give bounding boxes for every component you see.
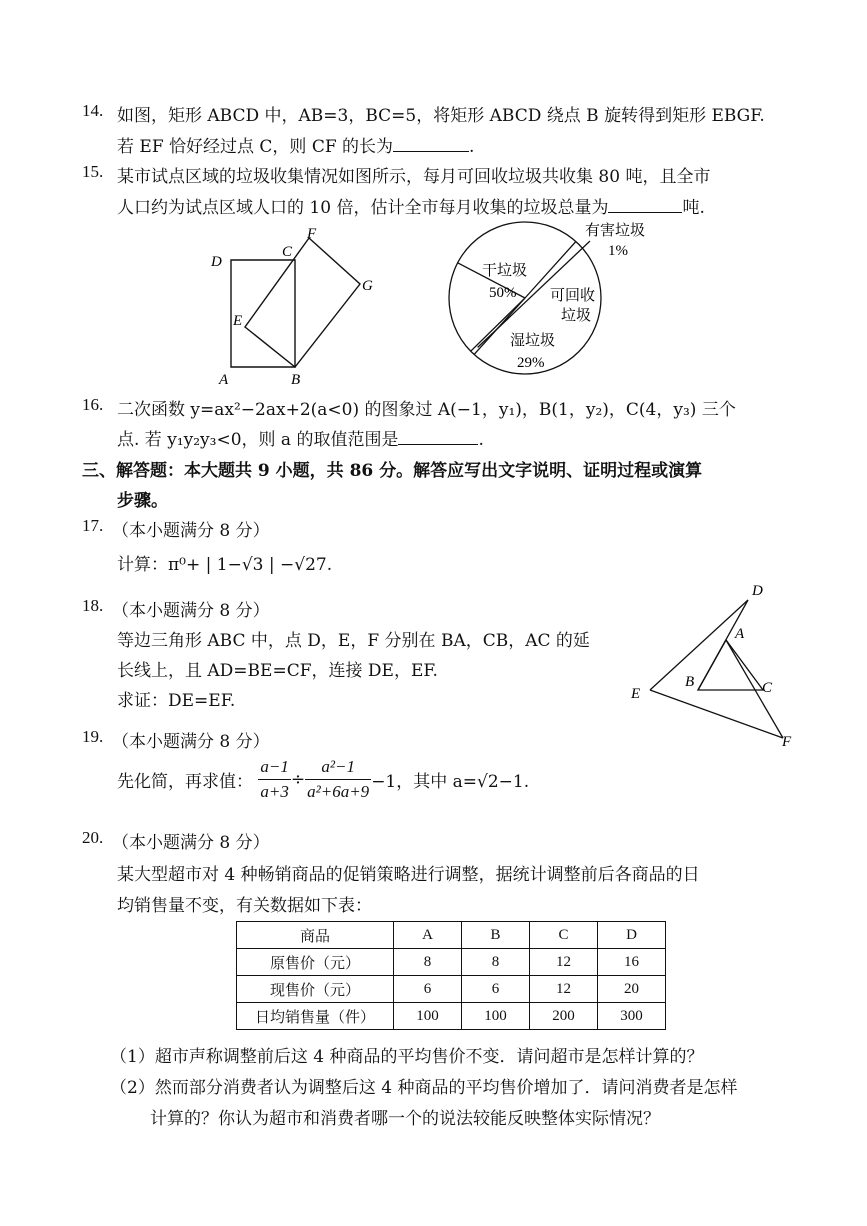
q18-triangle-figure — [625, 578, 800, 748]
table-header: A — [394, 922, 462, 949]
pie-label-harmful: 有害垃圾 — [585, 223, 646, 239]
fig18-label-B: B — [685, 674, 695, 690]
line-cf — [726, 640, 783, 738]
table-header-row — [237, 922, 666, 949]
q18-line1: 等边三角形 ABC 中，点 D，E，F 分别在 BA，CB，AC 的延 — [117, 631, 590, 651]
q16-line1: 二次函数 y=ax²−2ax+2(a<0) 的图象过 A(−1，y₁)，B(1，y₂)，C(4，y₃) 三个 — [117, 400, 736, 420]
q19-score: （本小题满分 8 分） — [112, 732, 270, 752]
q15-line1: 某市试点区域的垃圾收集情况如图所示，每月可回收垃圾共收集 80 吨，且全市 — [117, 167, 711, 187]
q18-line2: 长线上，且 AD=BE=CF，连接 DE，EF. — [117, 661, 438, 681]
q14-line2-text: 若 EF 恰好经过点 C，则 CF 的长为 — [117, 137, 394, 157]
label-F: F — [307, 226, 317, 242]
table-cell: 200 — [530, 1003, 598, 1030]
label-D: D — [211, 254, 222, 270]
table-cell: 日均销售量（件） — [237, 1003, 394, 1030]
table-cell: 20 — [598, 976, 666, 1003]
table-cell: 100 — [462, 1003, 530, 1030]
table-cell: 12 — [530, 949, 598, 976]
q15-line2-end: 吨. — [682, 198, 705, 218]
q20-score: （本小题满分 8 分） — [112, 833, 270, 853]
q18-score: （本小题满分 8 分） — [112, 601, 270, 621]
q18-line3: 求证：DE=EF. — [117, 691, 236, 711]
q16-line2-text: 点. 若 y₁y₂y₃<0，则 a 的取值范围是 — [117, 430, 399, 450]
pie-label-recyclable-1: 可回收 — [550, 288, 596, 304]
table-row — [237, 949, 666, 976]
q17-score: （本小题满分 8 分） — [112, 521, 270, 541]
q19-expression — [117, 755, 529, 804]
fig18-label-A: A — [735, 626, 745, 642]
price-table — [236, 921, 666, 1030]
q20-line2: 均销售量不变，有关数据如下表： — [117, 896, 372, 916]
q20-sub1: （1）超市声称调整前后这 4 种商品的平均售价不变．请问超市是怎样计算的？ — [110, 1047, 704, 1067]
table-header: B — [462, 922, 530, 949]
q19-post: −1，其中 a=√2−1. — [371, 772, 530, 792]
q14-line1: 如图，矩形 ABCD 中，AB=3，BC=5，将矩形 ABCD 绕点 B 旋转得到矩形 EBGF. — [117, 106, 765, 126]
table-cell: 100 — [394, 1003, 462, 1030]
table-cell: 6 — [462, 976, 530, 1003]
table-row — [237, 1003, 666, 1030]
table-cell: 300 — [598, 1003, 666, 1030]
q20-sub2-line1: （2）然而部分消费者认为调整后这 4 种商品的平均售价增加了．请问消费者是怎样 — [110, 1078, 738, 1098]
fig18-label-C: C — [762, 680, 773, 696]
table-cell: 6 — [394, 976, 462, 1003]
rectangle-ebgf — [245, 238, 360, 367]
q19-number: 19. — [82, 727, 104, 746]
table-cell: 16 — [598, 949, 666, 976]
q14-line2 — [117, 132, 474, 157]
label-G: G — [362, 278, 373, 294]
table-cell: 8 — [394, 949, 462, 976]
table-header: 商品 — [237, 922, 394, 949]
label-A: A — [219, 372, 229, 388]
fig18-label-E: E — [631, 686, 641, 702]
q19-pre: 先化简，再求值： — [117, 772, 253, 792]
q15-answer-blank[interactable] — [608, 198, 682, 213]
q14-line2-end: . — [469, 137, 475, 157]
pie-label-harmful-pct: 1% — [608, 243, 628, 259]
line-ed — [650, 600, 748, 690]
q14-rotation-figure — [205, 222, 385, 392]
q16-line2-end: . — [478, 430, 484, 450]
q14-number: 14. — [82, 101, 104, 120]
line-ef — [650, 690, 783, 738]
table-cell: 8 — [462, 949, 530, 976]
table-cell: 现售价（元） — [237, 976, 394, 1003]
q20-line1: 某大型超市对 4 种畅销商品的促销策略进行调整，据统计调整前后各商品的日 — [117, 865, 700, 885]
table-cell: 12 — [530, 976, 598, 1003]
pie-label-dry-pct: 50% — [489, 285, 517, 301]
table-header: C — [530, 922, 598, 949]
q16-answer-blank[interactable] — [398, 430, 478, 445]
pie-label-wet: 湿垃圾 — [510, 333, 556, 349]
table-header: D — [598, 922, 666, 949]
q19-f2-den: a²+6a+9 — [307, 782, 370, 801]
q16-line2 — [117, 425, 484, 450]
q19-f1-den: a+3 — [260, 782, 289, 801]
q19-div: ÷ — [290, 769, 306, 790]
fig18-label-D: D — [752, 583, 763, 599]
label-B: B — [291, 372, 301, 388]
q20-number: 20. — [82, 828, 104, 847]
q19-fraction-1 — [258, 755, 290, 804]
q20-sub2-line2: 计算的？你认为超市和消费者哪一个的说法较能反映整体实际情况？ — [150, 1109, 660, 1129]
section3-heading-cont: 步骤。 — [117, 491, 168, 511]
q19-f1-num: a−1 — [258, 755, 290, 780]
fig18-label-F: F — [782, 734, 792, 748]
q19-fraction-2 — [305, 755, 371, 804]
q19-f2-num: a²−1 — [305, 755, 371, 780]
table-cell: 原售价（元） — [237, 949, 394, 976]
q15-number: 15. — [82, 162, 104, 181]
q15-line2-text: 人口约为试点区域人口的 10 倍，估计全市每月收集的垃圾总量为 — [117, 198, 609, 218]
garbage-pie-chart — [440, 215, 670, 380]
q14-answer-blank[interactable] — [393, 137, 469, 152]
section3-heading: 三、解答题：本大题共 9 小题，共 86 分。解答应写出文字说明、证明过程或演算 — [82, 461, 703, 481]
q17-number: 17. — [82, 516, 104, 535]
label-C: C — [282, 244, 293, 260]
q17-expression: 计算：π⁰+ | 1−√3 | −√27. — [117, 555, 333, 575]
q18-number: 18. — [82, 596, 104, 615]
pie-label-recyclable-2: 垃圾 — [561, 308, 592, 324]
pie-label-dry: 干垃圾 — [482, 263, 528, 279]
pie-label-wet-pct: 29% — [517, 355, 545, 371]
table-row — [237, 976, 666, 1003]
label-E: E — [233, 313, 243, 329]
q16-number: 16. — [82, 395, 104, 414]
